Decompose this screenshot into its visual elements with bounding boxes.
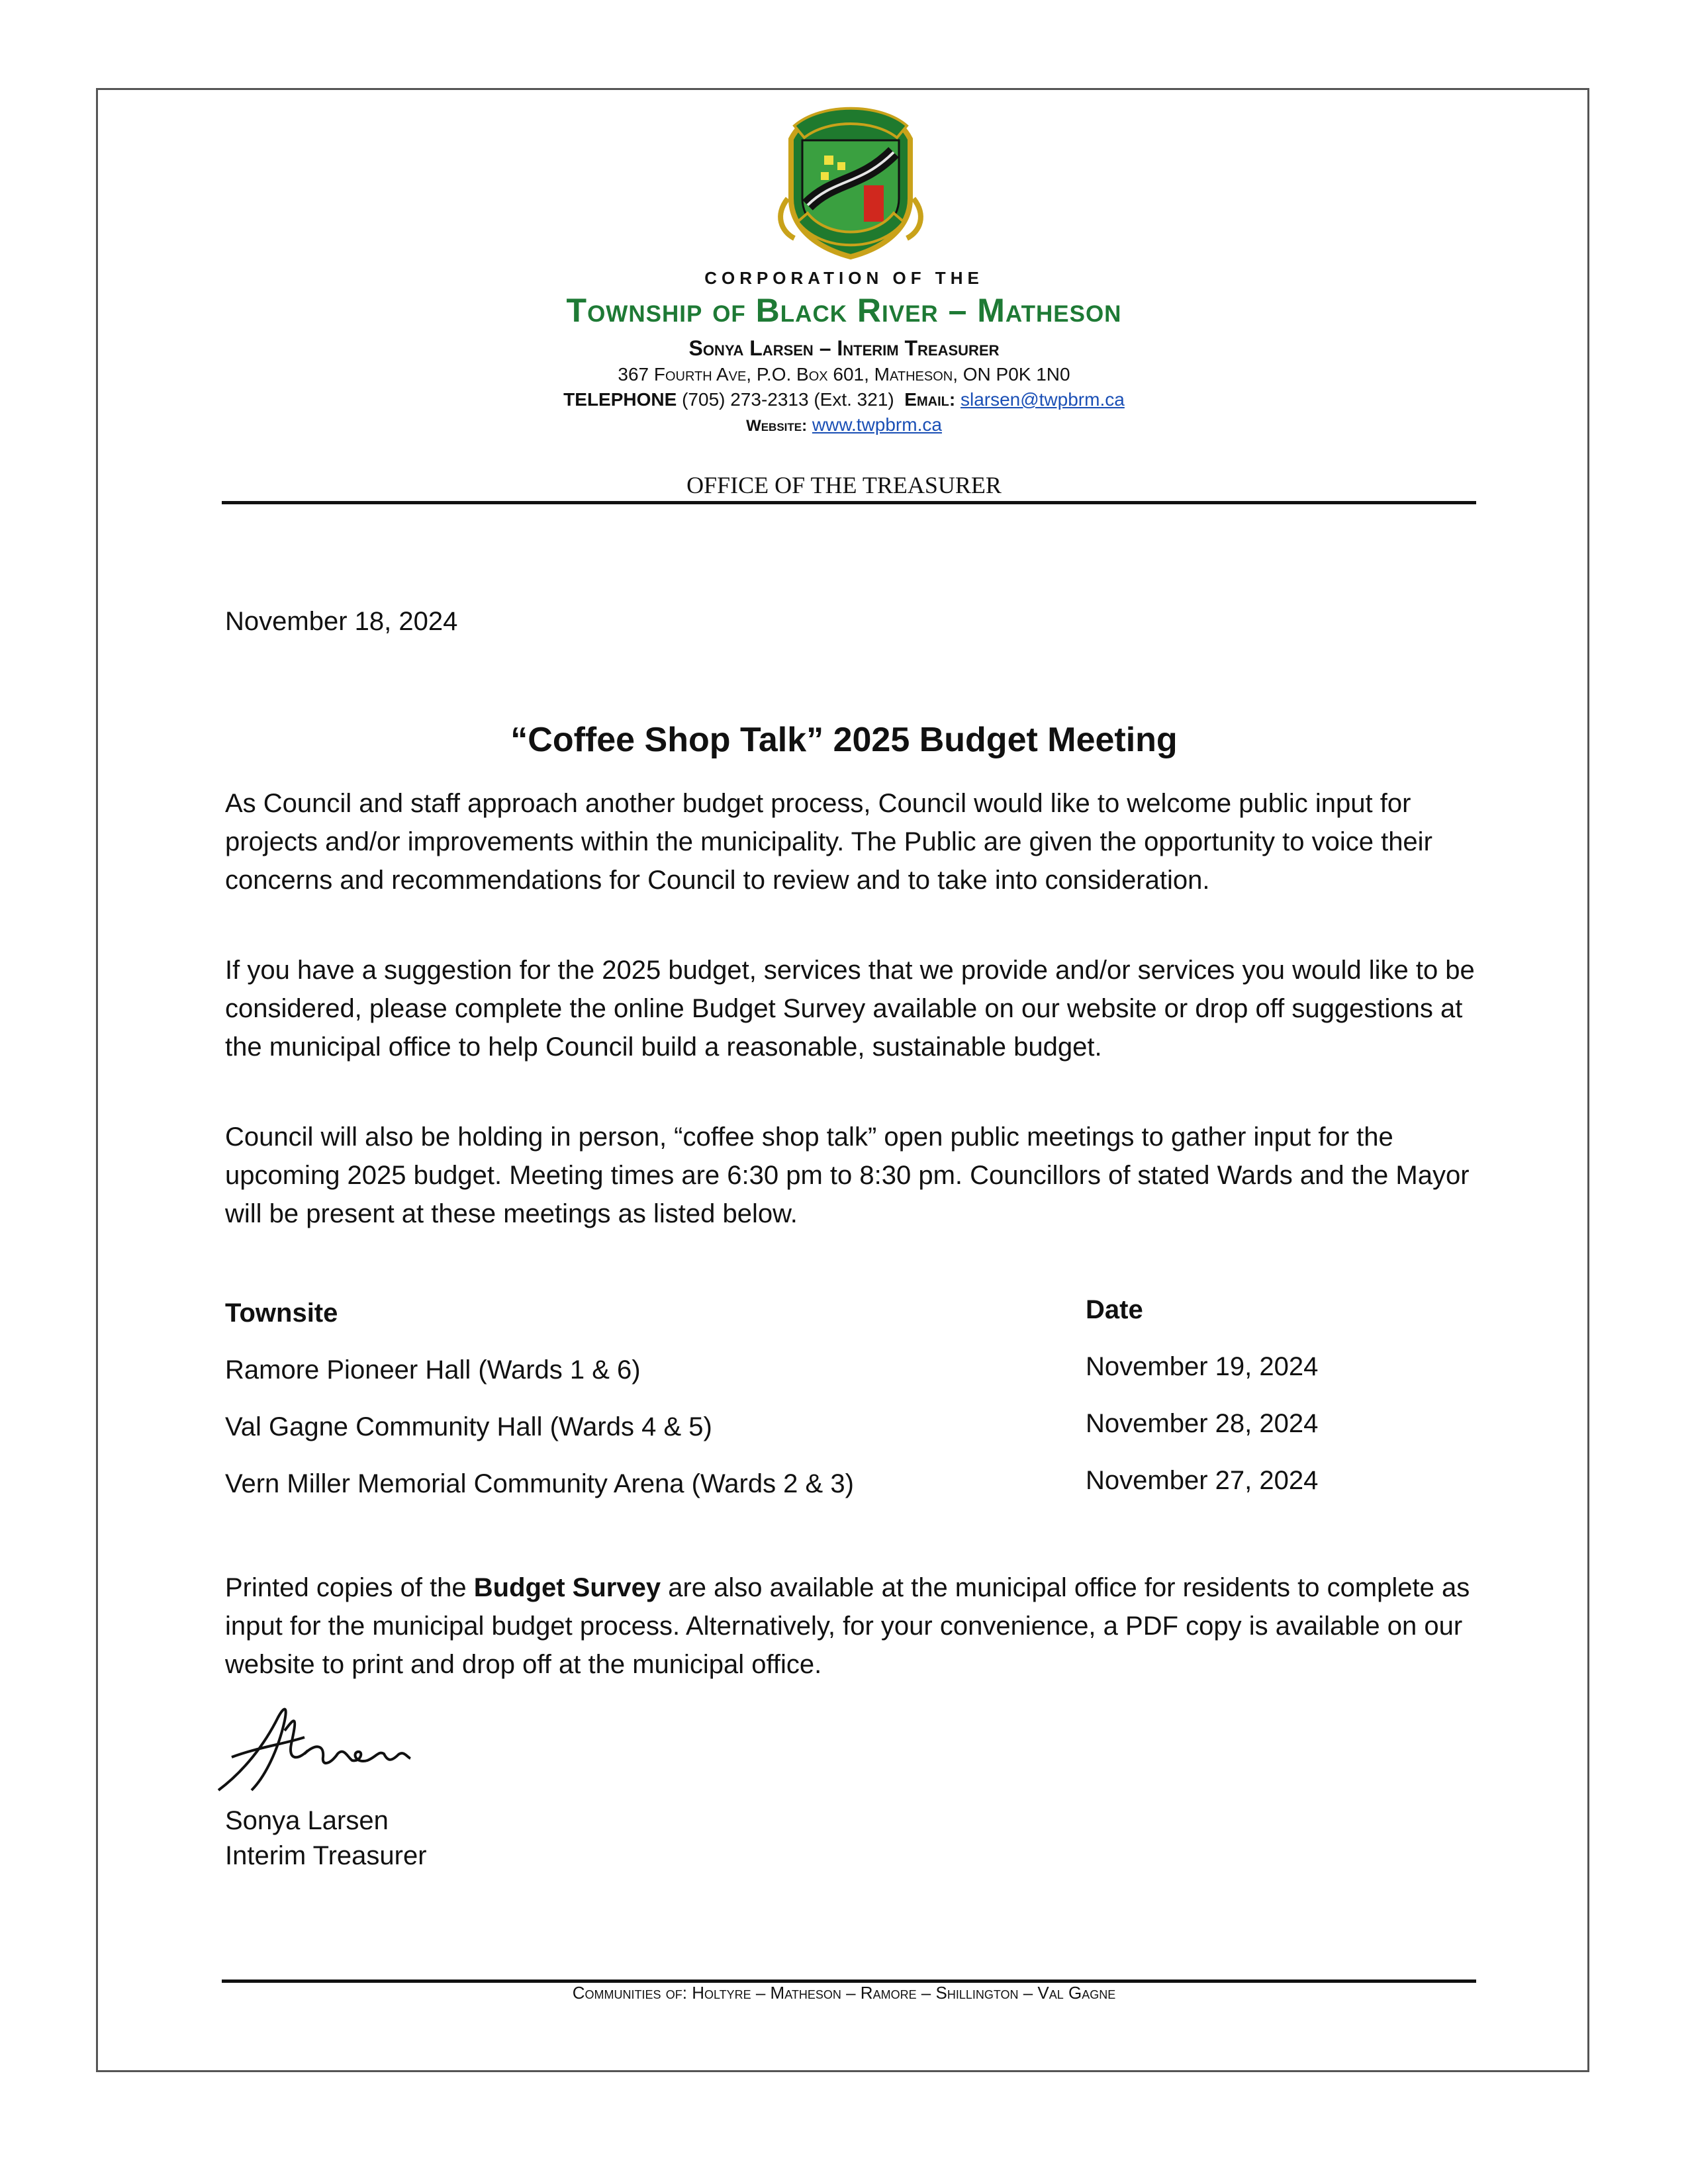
paragraph-1: As Council and staff approach another budget process, Council would like to welcome public input for projects and/or improvements within the municipality. The Public are given the opportunity to voice their concerns and recommendations for Council to review and to take into consideration. (225, 789, 1432, 895)
table-row-date: November 27, 2024 (1086, 1466, 1319, 1495)
budget-survey-emphasis: Budget Survey (473, 1573, 661, 1602)
website-line (0, 414, 1688, 435)
letter-date: November 18, 2024 (225, 607, 458, 636)
table-header-townsite: Townsite (225, 1298, 338, 1328)
website-link[interactable]: www.twpbrm.ca (812, 414, 942, 435)
corporation-line: CORPORATION OF THE (704, 268, 984, 288)
email-link[interactable]: slarsen@twpbrm.ca (960, 389, 1125, 410)
table-row-townsite: Vern Miller Memorial Community Arena (Wards 2 & 3) (225, 1469, 854, 1498)
office-heading: OFFICE OF THE TREASURER (686, 472, 1002, 498)
table-row-townsite: Val Gagne Community Hall (Wards 4 & 5) (225, 1412, 712, 1441)
township-crest-logo (761, 99, 940, 265)
header-divider (222, 501, 1476, 504)
treasurer-line: Sonya Larsen – Interim Treasurer (688, 336, 1000, 360)
signer-name: Sonya Larsen (225, 1806, 389, 1835)
signer-title: Interim Treasurer (225, 1841, 427, 1870)
contact-line (0, 389, 1688, 410)
table-header-date: Date (1086, 1295, 1143, 1324)
paragraph-2: If you have a suggestion for the 2025 budget, services that we provide and/or services you would like to be considered, please complete the online Budget Survey available on our website or drop off suggestions at the municipal office to help Council build a reasonable, sustainable budget. (225, 956, 1475, 1062)
address-line: 367 Fourth Ave, P.O. Box 601, Matheson, ON P0K 1N0 (618, 364, 1070, 385)
letter-title: “Coffee Shop Talk” 2025 Budget Meeting (510, 721, 1178, 759)
paragraph-4-start: Printed copies of the (225, 1573, 474, 1602)
signature-image (205, 1691, 450, 1803)
paragraph-4-end: are also available at the municipal office for residents to complete as input for the municipal budget process. Alternatively, for your convenience, a PDF copy is available on our website to print and drop off at the municipal office. (225, 1573, 1470, 1679)
paragraph-4 (225, 1569, 1483, 1684)
table-row-date: November 19, 2024 (1086, 1352, 1319, 1381)
paragraph-3: Council will also be holding in person, “coffee shop talk” open public meetings to gather input for the upcoming 2025 budget. Meeting times are 6:30 pm to 8:30 pm. Councillors of stated Wards and the Mayor will be present at these meetings as listed below. (225, 1122, 1470, 1228)
website-label: Website: (746, 417, 808, 435)
table-row-townsite: Ramore Pioneer Hall (Wards 1 & 6) (225, 1355, 641, 1385)
footer-communities: Communities of: Holtyre – Matheson – Ramore – Shillington – Val Gagne (572, 1983, 1116, 2003)
email-label: Email: (904, 389, 956, 410)
telephone-number: (705) 273-2313 (Ext. 321) (682, 389, 894, 410)
telephone-label: TELEPHONE (563, 389, 677, 410)
table-row-date: November 28, 2024 (1086, 1409, 1319, 1438)
township-name: Township of Black River – Matheson (566, 292, 1122, 329)
